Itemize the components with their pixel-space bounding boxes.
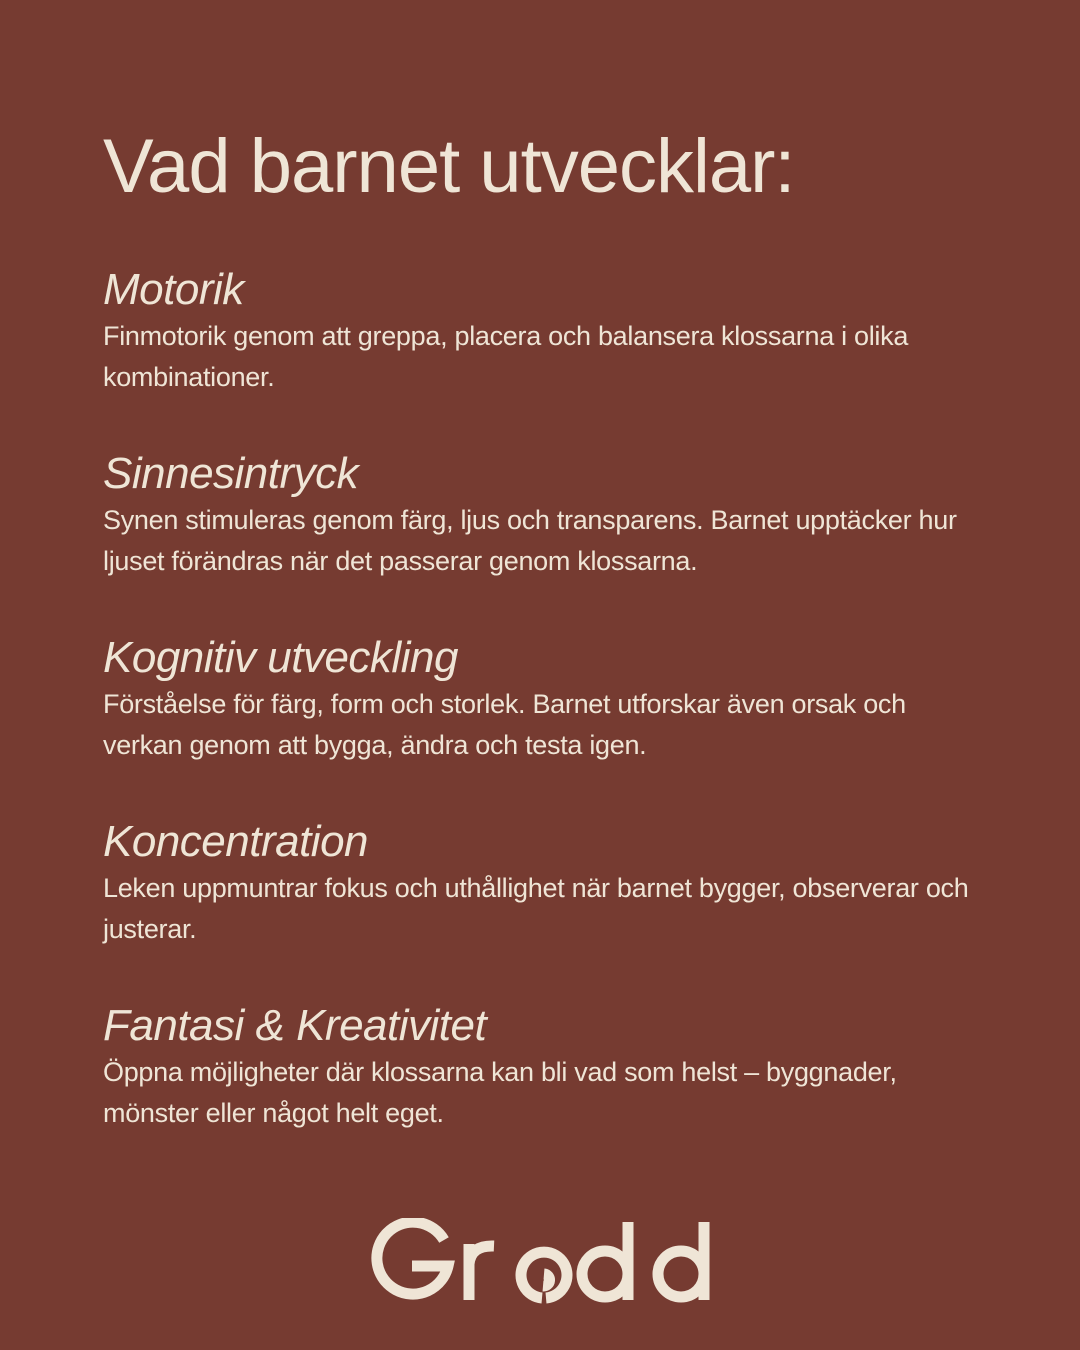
section-heading: Kognitiv utveckling (103, 633, 458, 682)
section-text: Synen stimuleras genom färg, ljus och transparens. Barnet upptäcker hur ljuset förändras när det passerar genom klossarna. (103, 505, 957, 576)
section-heading: Motorik (103, 265, 244, 314)
section-sinnesintryck (103, 448, 983, 582)
section-text: Öppna möjligheter där klossarna kan bli vad som helst – byggnader, mönster eller något helt eget. (103, 1057, 897, 1128)
section-text: Leken uppmuntrar fokus och uthållighet när barnet bygger, observerar och justerar. (103, 873, 969, 944)
logo-letter-d-bowl (582, 1251, 628, 1297)
section-text: Förståelse för färg, form och storlek. Barnet utforskar även orsak och verkan genom att bygga, ändra och testa igen. (103, 689, 906, 760)
grodd-logo (368, 1218, 714, 1304)
section-heading: Sinnesintryck (103, 449, 359, 498)
section-kognitiv-utveckling (103, 632, 983, 766)
section-koncentration (103, 816, 983, 950)
logo-letter-o-spiral (521, 1252, 567, 1298)
page-title: Vad barnet utvecklar: (103, 124, 795, 209)
logo-letter-d2-bowl (658, 1251, 704, 1297)
section-motorik (103, 264, 983, 398)
section-heading: Koncentration (103, 817, 369, 866)
logo-letter-r (469, 1244, 494, 1300)
section-fantasi-kreativitet (103, 1000, 983, 1134)
section-heading: Fantasi & Kreativitet (103, 1001, 487, 1050)
logo-letter-g (377, 1222, 448, 1294)
section-text: Finmotorik genom att greppa, placera och balansera klossarna i olika kombinationer. (103, 321, 909, 392)
